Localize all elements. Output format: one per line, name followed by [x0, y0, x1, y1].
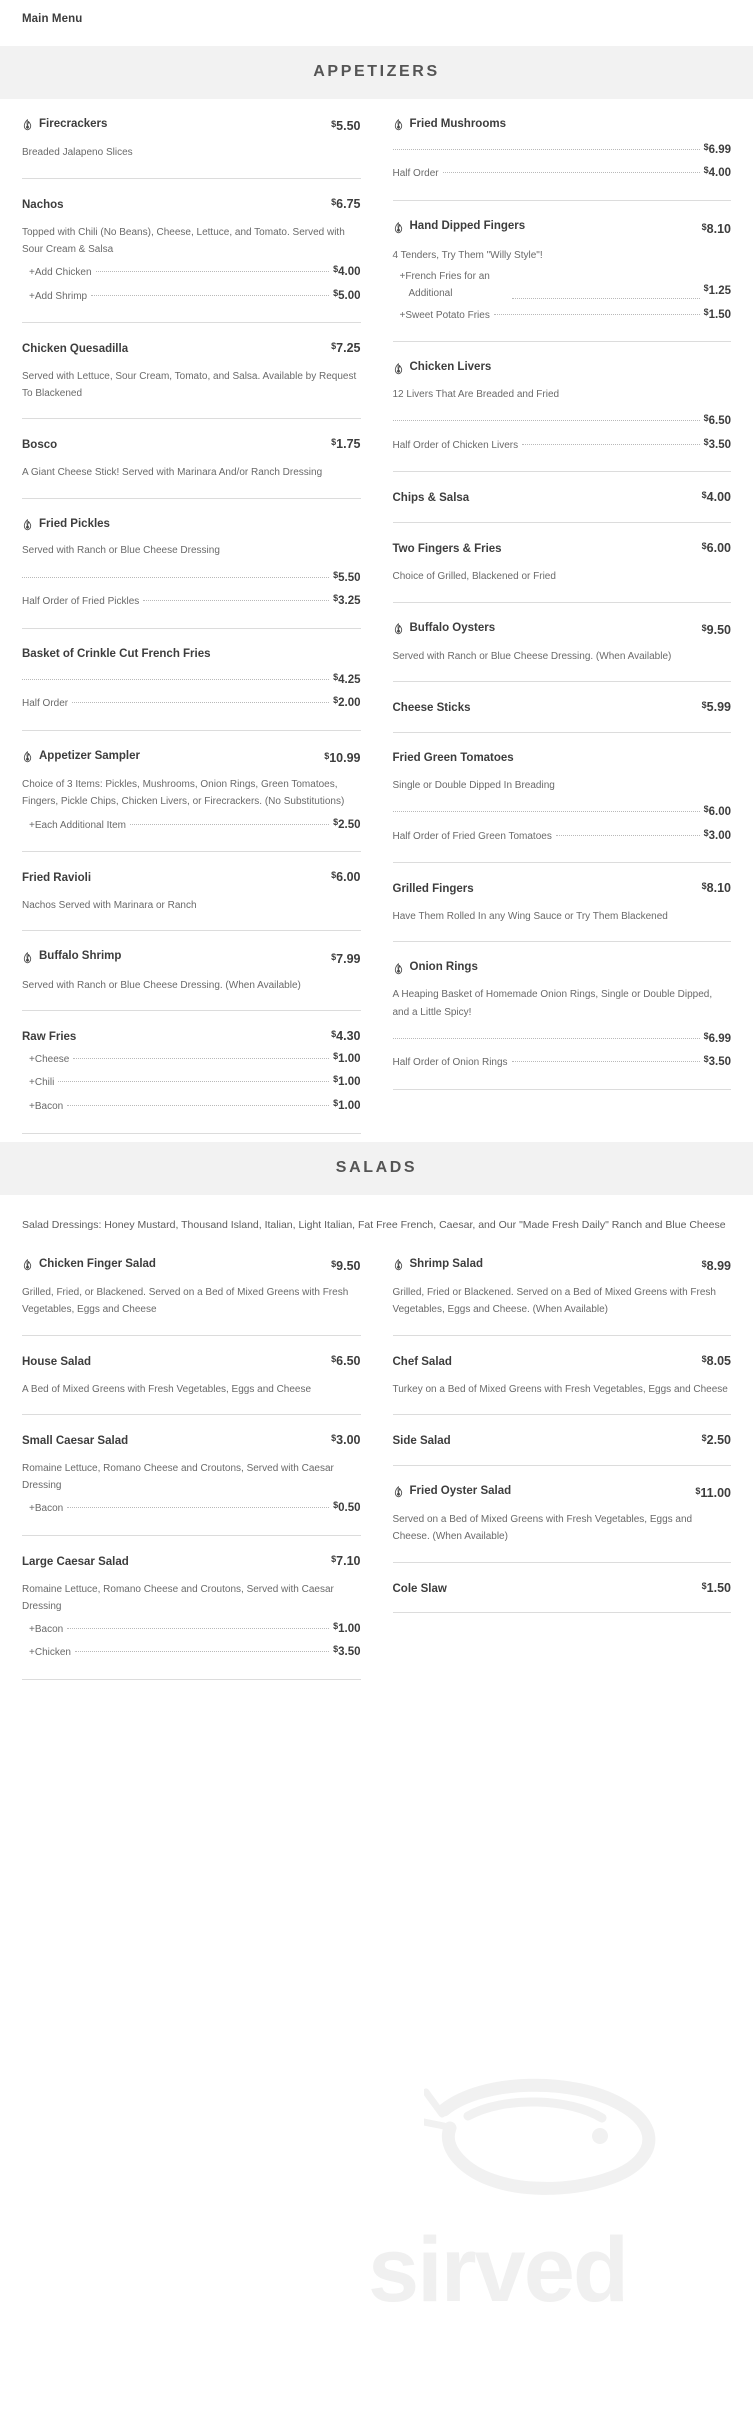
- menu-item-name: [22, 1257, 156, 1272]
- menu-item-description: Romaine Lettuce, Romano Cheese and Croutons, Served with Caesar Dressing: [22, 1462, 334, 1491]
- spicy-flame-icon: [393, 623, 404, 635]
- menu-item-name: [22, 1030, 76, 1045]
- item-price: $3.50: [703, 1054, 731, 1069]
- spicy-flame-icon: [393, 963, 404, 975]
- menu-item-name-text: Raw Fries: [22, 1030, 77, 1043]
- menu-item-name: [22, 1434, 128, 1449]
- menu-item-name: [393, 1582, 447, 1597]
- dot-leader: [130, 824, 329, 825]
- item-price: $8.99: [701, 1259, 731, 1274]
- menu-item[interactable]: [22, 1011, 361, 1134]
- menu-item-description: Choice of 3 Items: Pickles, Mushrooms, Onion Rings, Green Tomatoes, Fingers, Pickle Chips, Chicken Livers, or Firecrackers. (No Substitutions): [22, 779, 345, 808]
- option-row[interactable]: [22, 1049, 361, 1070]
- item-price: $5.50: [331, 119, 361, 134]
- item-price: $1.25: [703, 283, 731, 298]
- menu-item-name-text: Side Salad: [392, 1434, 451, 1447]
- menu-item[interactable]: [22, 731, 361, 852]
- menu-item[interactable]: [22, 852, 361, 931]
- section-banner: [0, 46, 753, 99]
- menu-item-name-text: Cheese Sticks: [392, 702, 471, 715]
- item-price: $5.00: [333, 287, 361, 302]
- spicy-flame-icon: [393, 119, 404, 131]
- menu-item-options: [22, 670, 361, 714]
- menu-item-header: [22, 117, 361, 133]
- menu-item-options: [22, 262, 361, 306]
- menu-item-name: [393, 1355, 452, 1370]
- item-price: $3.00: [331, 1432, 361, 1447]
- menu-item-name-text: Chicken Quesadilla: [22, 343, 129, 356]
- menu-item-name-text: Large Caesar Salad: [22, 1555, 129, 1568]
- menu-item-name-text: Nachos: [22, 198, 64, 211]
- menu-item[interactable]: [393, 942, 732, 1089]
- option-label: Half Order of Fried Pickles: [22, 596, 140, 608]
- menu-item-options: [393, 140, 732, 184]
- item-price: $1.75: [331, 437, 361, 452]
- menu-item[interactable]: [393, 1336, 732, 1415]
- menu-item-name: [22, 517, 110, 532]
- option-label: + Add Shrimp: [22, 288, 87, 305]
- menu-item-name-text: Appetizer Sampler: [39, 749, 140, 762]
- menu-item[interactable]: [22, 629, 361, 731]
- menu-item-name: [22, 871, 91, 886]
- menu-item-name-text: Shrimp Salad: [409, 1257, 483, 1270]
- menu-item-header: [393, 541, 732, 557]
- dot-leader: [393, 1038, 700, 1039]
- shrimp-logo-icon: [424, 2070, 674, 2220]
- menu-item-options: [22, 1498, 361, 1519]
- menu-item-header: [22, 949, 361, 965]
- menu-item[interactable]: [22, 499, 361, 629]
- item-price: $10.99: [324, 751, 361, 766]
- option-row[interactable]: [22, 1498, 361, 1519]
- item-price: $9.50: [701, 622, 731, 637]
- menu-item-name-text: Chef Salad: [392, 1355, 452, 1368]
- dot-leader: [512, 1061, 700, 1062]
- menu-item[interactable]: [393, 472, 732, 523]
- menu-item-options: [393, 1029, 732, 1073]
- item-price: $6.00: [331, 870, 361, 885]
- item-price: $1.00: [333, 1050, 361, 1065]
- menu-item-name-text: Chips & Salsa: [392, 492, 470, 505]
- section-banner: [0, 1142, 753, 1195]
- menu-item[interactable]: [393, 342, 732, 472]
- menu-item-description: Turkey on a Bed of Mixed Greens with Fresh Vegetables, Eggs and Cheese: [392, 1383, 728, 1395]
- menu-item[interactable]: [393, 733, 732, 863]
- item-price: $2.50: [701, 1432, 731, 1447]
- option-row[interactable]: [22, 568, 361, 589]
- spicy-flame-icon: [393, 1486, 404, 1498]
- item-price: $1.00: [333, 1074, 361, 1089]
- dot-leader: [22, 577, 329, 578]
- menu-item-description: Served with Lettuce, Sour Cream, Tomato, and Salsa. Available by Request To Blackened: [22, 371, 357, 400]
- item-price: $6.75: [331, 196, 361, 211]
- menu-item-header: [22, 647, 361, 662]
- menu-item-name-text: Fried Mushrooms: [409, 118, 506, 130]
- top-bar: [0, 0, 753, 38]
- menu-item-description: Served with Ranch or Blue Cheese Dressing: [22, 545, 220, 557]
- option-row[interactable]: [393, 305, 732, 326]
- menu-item-header: [393, 1433, 732, 1449]
- menu-item-name: [393, 1257, 484, 1272]
- spicy-flame-icon: [393, 1259, 404, 1271]
- option-row[interactable]: [393, 826, 732, 847]
- menu-item-header: [393, 1581, 732, 1597]
- dot-leader: [96, 271, 330, 272]
- spicy-flame-icon: [22, 519, 33, 531]
- spicy-flame-icon: [393, 363, 404, 375]
- menu-item[interactable]: [22, 323, 361, 419]
- item-price: $4.30: [331, 1028, 361, 1043]
- dot-leader: [67, 1105, 329, 1106]
- item-price: $1.50: [701, 1580, 731, 1595]
- menu-item[interactable]: [393, 1466, 732, 1563]
- option-row[interactable]: [22, 1096, 361, 1117]
- menu-item[interactable]: [22, 99, 361, 179]
- menu-item-name: [393, 621, 496, 636]
- item-price: $7.99: [331, 951, 361, 966]
- menu-item[interactable]: [22, 419, 361, 498]
- item-price: $8.10: [701, 881, 731, 896]
- column-right: [393, 1239, 732, 1614]
- section-title: APPETIZERS: [313, 63, 440, 80]
- item-price: $1.50: [703, 306, 731, 321]
- menu-item[interactable]: [22, 931, 361, 1011]
- menu-item-name: [22, 949, 121, 964]
- option-label: + French Fries for an Additional: [393, 268, 508, 302]
- menu-item-header: [393, 219, 732, 235]
- menu-item-description: Served on a Bed of Mixed Greens with Fresh Vegetables, Eggs and Cheese. (When Available): [392, 1514, 693, 1543]
- menu-sections: [0, 46, 753, 1680]
- menu-item-header: [22, 437, 361, 453]
- menu-item-name-text: Bosco: [22, 439, 58, 452]
- menu-item-name: [393, 701, 471, 716]
- option-row[interactable]: [393, 435, 732, 456]
- option-label: + Bacon: [22, 1098, 63, 1115]
- dot-leader: [22, 679, 329, 680]
- dot-leader: [91, 295, 329, 296]
- menu-item-name: [22, 342, 128, 357]
- sirved-watermark: [0, 2070, 753, 2420]
- menu-item[interactable]: [22, 1536, 361, 1680]
- option-label: + Add Chicken: [22, 264, 92, 281]
- option-row[interactable]: [22, 286, 361, 307]
- menu-item[interactable]: [393, 1415, 732, 1466]
- item-price: $6.00: [703, 804, 731, 819]
- menu-item-header: [22, 870, 361, 886]
- menu-item-name-text: Grilled Fingers: [392, 883, 474, 896]
- item-price: $1.00: [333, 1097, 361, 1112]
- menu-item-name: [393, 960, 478, 975]
- option-label: + Each Additional Item: [22, 817, 126, 834]
- menu-item-name-text: House Salad: [22, 1355, 92, 1368]
- watermark-text: sirved: [368, 2219, 628, 2321]
- menu-item-description: Breaded Jalapeno Slices: [22, 147, 133, 159]
- menu-item-header: [393, 1257, 732, 1273]
- menu-item[interactable]: [22, 1415, 361, 1536]
- menu-item-header: [393, 700, 732, 716]
- option-row[interactable]: [22, 815, 361, 836]
- menu-item-description: Served with Ranch or Blue Cheese Dressing. (When Available): [22, 979, 301, 991]
- menu-item-name: [393, 491, 470, 506]
- menu-item-description: Grilled, Fried, or Blackened. Served on a Bed of Mixed Greens with Fresh Vegetables, Eggs and Cheese: [22, 1287, 349, 1316]
- option-label: Half Order: [392, 168, 439, 180]
- menu-item-header: [22, 1257, 361, 1273]
- menu-item-options: [393, 802, 732, 846]
- item-price: $4.00: [701, 490, 731, 505]
- menu-item-header: [22, 1354, 361, 1370]
- dot-leader: [393, 420, 700, 421]
- item-price: $1.00: [333, 1620, 361, 1635]
- item-price: $0.50: [333, 1500, 361, 1515]
- option-row[interactable]: [393, 411, 732, 432]
- dot-leader: [75, 1651, 329, 1652]
- item-price: $6.00: [701, 541, 731, 556]
- dot-leader: [393, 149, 700, 150]
- page-title: Main Menu: [22, 13, 83, 25]
- option-row[interactable]: [22, 262, 361, 283]
- menu-item-header: [22, 197, 361, 213]
- option-row[interactable]: [22, 1642, 361, 1663]
- menu-item-options: [393, 411, 732, 455]
- menu-item-name: [22, 1355, 91, 1370]
- menu-section-salads: [0, 1142, 753, 1681]
- item-price: $6.99: [703, 141, 731, 156]
- option-row[interactable]: [393, 802, 732, 823]
- menu-item-name: [393, 542, 502, 557]
- item-price: $6.50: [703, 413, 731, 428]
- item-price: $5.50: [333, 569, 361, 584]
- spicy-flame-icon: [22, 952, 33, 964]
- spicy-flame-icon: [22, 1259, 33, 1271]
- option-row[interactable]: [22, 591, 361, 612]
- menu-item-description: Topped with Chili (No Beans), Cheese, Lettuce, and Tomato. Served with Sour Cream & Salsa: [22, 226, 345, 255]
- item-price: $3.00: [703, 827, 731, 842]
- menu-item-name: [22, 647, 211, 662]
- menu-item-description: Grilled, Fried or Blackened. Served on a Bed of Mixed Greens with Fresh Vegetables, Eggs and Cheese. (When Available): [392, 1287, 716, 1316]
- menu-item[interactable]: [22, 179, 361, 323]
- menu-item-header: [393, 1354, 732, 1370]
- menu-item[interactable]: [393, 523, 732, 602]
- menu-item-description: 4 Tenders, Try Them "Willy Style"!: [392, 249, 543, 261]
- dot-leader: [443, 172, 700, 173]
- menu-item-name-text: Onion Rings: [409, 961, 478, 974]
- section-body: [0, 99, 753, 1134]
- menu-item-header: [393, 1484, 732, 1500]
- menu-item[interactable]: [393, 1239, 732, 1336]
- menu-item-name-text: Chicken Livers: [409, 361, 492, 374]
- option-row[interactable]: [22, 1619, 361, 1640]
- dot-leader: [67, 1628, 329, 1629]
- option-row[interactable]: [393, 163, 732, 184]
- section-note: Salad Dressings: Honey Mustard, Thousand Island, Italian, Light Italian, Fat Free French, Caesar, and Our "Made Fresh Daily" Ranch and Blue Cheese: [22, 1218, 726, 1231]
- item-price: $3.25: [333, 593, 361, 608]
- menu-item[interactable]: [393, 603, 732, 683]
- item-price: $3.50: [333, 1644, 361, 1659]
- option-row[interactable]: [393, 268, 732, 302]
- menu-item-header: [393, 360, 732, 375]
- item-price: $4.00: [703, 165, 731, 180]
- option-row[interactable]: [393, 140, 732, 161]
- menu-item-header: [22, 749, 361, 765]
- menu-item[interactable]: [393, 682, 732, 733]
- option-label: Half Order of Onion Rings: [392, 1057, 508, 1069]
- menu-item-description: Single or Double Dipped In Breading: [392, 780, 555, 792]
- item-price: $4.25: [333, 671, 361, 686]
- menu-item-header: [393, 751, 732, 766]
- column-right: [393, 99, 732, 1090]
- dot-leader: [72, 702, 329, 703]
- menu-section-appetizers: [0, 46, 753, 1134]
- item-price: $7.25: [331, 341, 361, 356]
- section-columns: [22, 99, 731, 1134]
- menu-item[interactable]: [393, 201, 732, 342]
- dot-leader: [494, 314, 700, 315]
- item-price: $4.00: [333, 263, 361, 278]
- menu-item-description: A Heaping Basket of Homemade Onion Rings, Single or Double Dipped, and a Little Spicy!: [392, 989, 713, 1018]
- dot-leader: [522, 444, 699, 445]
- menu-item-description: Romaine Lettuce, Romano Cheese and Croutons, Served with Caesar Dressing: [22, 1583, 334, 1612]
- menu-item-header: [393, 621, 732, 637]
- menu-item-description: Served with Ranch or Blue Cheese Dressing. (When Available): [392, 650, 672, 662]
- menu-item[interactable]: [393, 1563, 732, 1614]
- menu-item-header: [393, 960, 732, 975]
- menu-item-name: [393, 751, 514, 766]
- menu-item-options: [393, 268, 732, 326]
- menu-item-options: [22, 1619, 361, 1663]
- menu-item-name-text: Small Caesar Salad: [22, 1434, 129, 1447]
- item-price: $6.50: [331, 1353, 361, 1368]
- menu-item-header: [393, 117, 732, 132]
- dot-leader: [143, 600, 329, 601]
- menu-item-name: [393, 219, 526, 234]
- menu-item-name: [393, 882, 474, 897]
- item-price: $8.10: [701, 221, 731, 236]
- menu-item-options: [22, 1049, 361, 1117]
- dot-leader: [67, 1507, 329, 1508]
- menu-item-options: [22, 568, 361, 612]
- item-price: $9.50: [331, 1259, 361, 1274]
- option-label: + Sweet Potato Fries: [393, 307, 490, 324]
- menu-item-name-text: Fried Oyster Salad: [409, 1484, 512, 1497]
- option-label: Half Order of Chicken Livers: [392, 439, 519, 451]
- section-body: [0, 1195, 753, 1681]
- menu-item[interactable]: [22, 1336, 361, 1415]
- menu-item-name-text: Hand Dipped Fingers: [409, 220, 526, 233]
- menu-item[interactable]: [393, 863, 732, 942]
- menu-item-name-text: Fried Green Tomatoes: [392, 752, 514, 765]
- column-left: [22, 1239, 361, 1680]
- item-price: $5.99: [701, 700, 731, 715]
- menu-item-header: [22, 341, 361, 357]
- spicy-flame-icon: [22, 119, 33, 131]
- menu-item-name-text: Chicken Finger Salad: [39, 1257, 156, 1270]
- option-label: + Chili: [22, 1074, 54, 1091]
- menu-item-description: Choice of Grilled, Blackened or Fried: [392, 571, 556, 583]
- item-price: $7.10: [331, 1553, 361, 1568]
- menu-item-name: [393, 117, 506, 132]
- option-label: + Chicken: [22, 1644, 71, 1661]
- menu-item-header: [22, 1554, 361, 1570]
- item-price: $6.99: [703, 1030, 731, 1045]
- menu-item-name-text: Firecrackers: [39, 118, 108, 130]
- menu-item-name: [22, 117, 107, 132]
- menu-item-description: Have Them Rolled In any Wing Sauce or Try Them Blackened: [392, 911, 668, 923]
- item-price: $8.05: [701, 1353, 731, 1368]
- menu-item-name: [393, 1434, 451, 1449]
- item-price: $2.00: [333, 695, 361, 710]
- menu-item-header: [22, 1433, 361, 1449]
- menu-item-options: [22, 815, 361, 836]
- dot-leader: [58, 1081, 329, 1082]
- option-row[interactable]: [393, 1052, 732, 1073]
- spicy-flame-icon: [22, 751, 33, 763]
- menu-item-description: A Bed of Mixed Greens with Fresh Vegetables, Eggs and Cheese: [22, 1383, 312, 1395]
- menu-item-name: [393, 360, 492, 375]
- menu-item-description: Nachos Served with Marinara or Ranch: [22, 900, 197, 912]
- menu-item-name: [393, 1484, 512, 1499]
- section-title: SALADS: [335, 1158, 418, 1176]
- menu-item-name-text: Cole Slaw: [392, 1582, 447, 1595]
- menu-item-header: [393, 881, 732, 897]
- menu-item-name-text: Fried Pickles: [39, 517, 110, 530]
- menu-item[interactable]: [393, 99, 732, 201]
- dot-leader: [512, 298, 700, 299]
- menu-item-description: A Giant Cheese Stick! Served with Marinara And/or Ranch Dressing: [22, 467, 323, 479]
- menu-item-description: 12 Livers That Are Breaded and Fried: [392, 389, 560, 401]
- option-label: + Bacon: [22, 1621, 63, 1638]
- menu-item[interactable]: [22, 1239, 361, 1336]
- dot-leader: [556, 835, 700, 836]
- dot-leader: [73, 1058, 329, 1059]
- menu-item-name-text: Basket of Crinkle Cut French Fries: [22, 647, 211, 660]
- menu-item-name-text: Two Fingers & Fries: [392, 543, 502, 556]
- menu-item-name: [22, 1555, 129, 1570]
- menu-item-header: [22, 517, 361, 532]
- option-row[interactable]: [22, 693, 361, 714]
- option-label: Half Order: [22, 698, 69, 710]
- item-price: $3.50: [703, 436, 731, 451]
- option-label: + Cheese: [22, 1051, 69, 1068]
- menu-item-name-text: Buffalo Oysters: [409, 621, 496, 634]
- spicy-flame-icon: [393, 222, 404, 234]
- option-row[interactable]: [22, 670, 361, 691]
- option-label: + Bacon: [22, 1500, 63, 1517]
- menu-item-header: [22, 1029, 361, 1045]
- option-row[interactable]: [22, 1072, 361, 1093]
- option-row[interactable]: [393, 1029, 732, 1050]
- menu-item-name-text: Fried Ravioli: [22, 872, 92, 885]
- menu-item-name: [22, 749, 140, 764]
- menu-item-name: [22, 438, 57, 453]
- menu-item-header: [393, 490, 732, 506]
- option-label: Half Order of Fried Green Tomatoes: [392, 830, 552, 842]
- menu-item-name: [22, 198, 64, 213]
- dot-leader: [393, 811, 700, 812]
- section-columns: [22, 1239, 731, 1680]
- item-price: $2.50: [333, 816, 361, 831]
- column-left: [22, 99, 361, 1134]
- menu-item-name-text: Buffalo Shrimp: [39, 950, 122, 963]
- item-price: $11.00: [695, 1486, 731, 1501]
